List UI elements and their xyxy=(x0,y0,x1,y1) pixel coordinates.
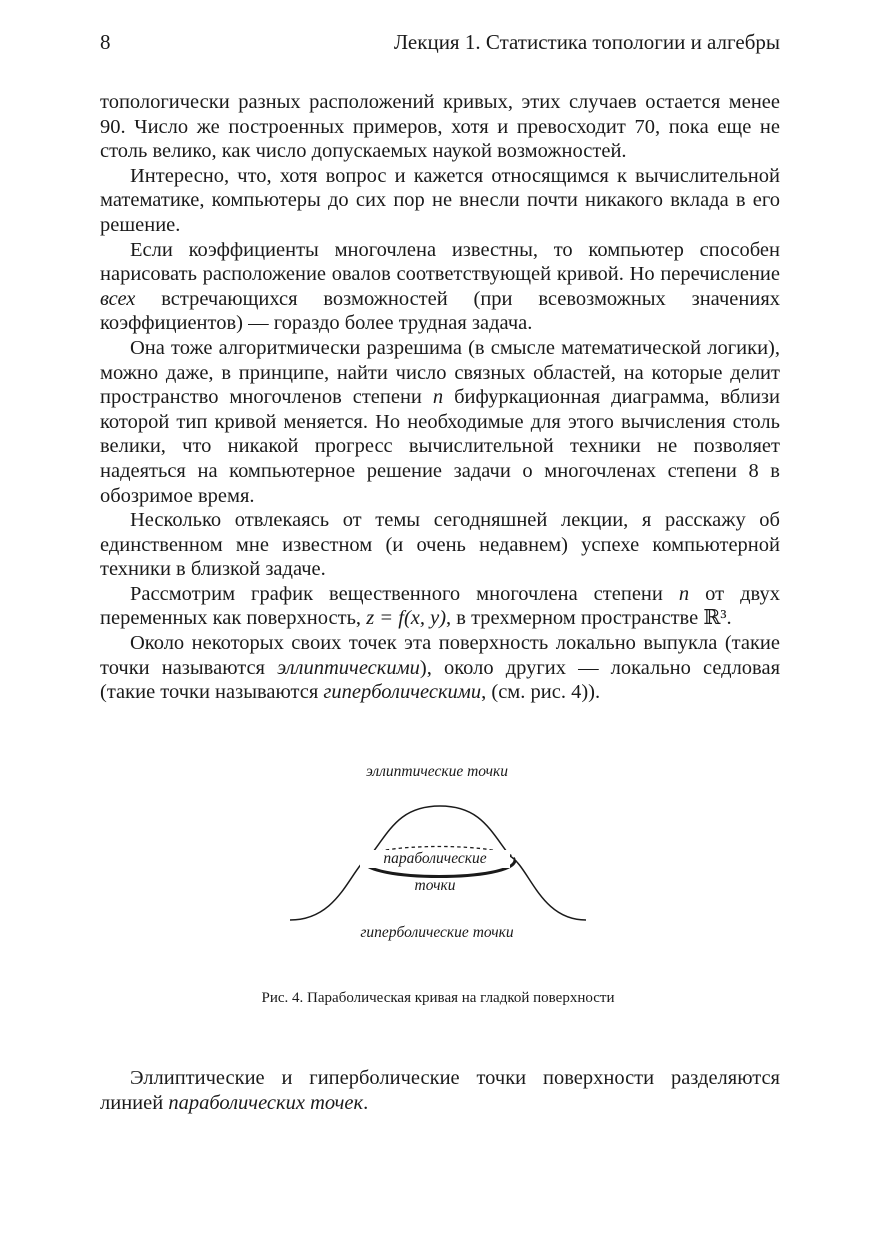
label-parabolic-top: параболические xyxy=(360,850,510,868)
p3-text-b: встречающихся возможностей (при всевозможных значениях коэффициентов) — гораздо более трудная задача. xyxy=(100,287,780,335)
p4-emphasis: n xyxy=(432,386,444,409)
bottom-text xyxy=(100,1066,780,1116)
p8-text-a: Эллиптические и гиперболические точки поверхности разделяются линией xyxy=(100,1067,780,1114)
p7-text-b: ), около других — локально седловая (такие точки называются xyxy=(100,656,780,704)
p6-text-c: , в трехмерном пространстве xyxy=(446,607,704,630)
paragraph-4 xyxy=(100,336,780,508)
p6-formula: z = f(x, y) xyxy=(366,607,447,630)
paragraph-5: Несколько отвлекаясь от темы сегодняшней лекции, я расскажу об единственном мне известном (и очень недавнем) успехе компьютерной техники в близкой задаче. xyxy=(100,509,780,581)
p8-emphasis: параболических точек xyxy=(168,1092,364,1114)
p7-emphasis-1: эллиптическими xyxy=(277,656,420,679)
figure-caption: Рис. 4. Параболическая кривая на гладкой поверхности xyxy=(261,990,615,1006)
paragraph-8 xyxy=(100,1066,780,1116)
paragraph-6 xyxy=(100,582,780,631)
paragraph-7 xyxy=(100,631,780,705)
page-header xyxy=(100,30,780,60)
p3-emphasis: всех xyxy=(100,287,136,310)
p7-emphasis-2: гиперболическими xyxy=(323,681,482,704)
p4-text-b: бифуркационная диаграмма, вблизи которой тип кривой меняется. Но необходимые для этого вычисления столь велики, что никакой прогресс вычислительной техники не позволяет надеяться на компьютерное решение задачи о многочленах степени 8 в обозримое время. xyxy=(100,386,780,507)
label-hyperbolic: гиперболические точки xyxy=(360,924,514,941)
label-parabolic-bottom: точки xyxy=(414,877,456,894)
figure-4 xyxy=(280,758,600,968)
label-elliptic: эллиптические точки xyxy=(365,763,509,780)
running-title: Лекция 1. Статистика топологии и алгебры xyxy=(393,30,780,54)
p6-emphasis: n xyxy=(678,582,690,605)
p6-text-a: Рассмотрим график вещественного многочлена степени xyxy=(130,582,679,605)
paragraph-3 xyxy=(100,238,780,336)
paragraph-2: Интересно, что, хотя вопрос и кажется относящимся к вычислительной математике, компьютеры до сих пор не внесли почти никакого вклада в его решение. xyxy=(100,164,780,236)
main-text xyxy=(100,90,780,705)
p7-text-c: , (см. рис. 4)). xyxy=(481,681,601,704)
p6-text-b: от двух переменных как поверхность, xyxy=(100,582,780,630)
p8-text-b: . xyxy=(363,1092,369,1114)
p6-space: ℝ³ xyxy=(703,607,727,630)
p7-text-a: Около некоторых своих точек эта поверхность локально выпукла (такие точки называются xyxy=(100,632,780,679)
page-number: 8 xyxy=(100,30,111,54)
paragraph-1: топологически разных расположений кривых, этих случаев остается менее 90. Число же построенных примеров, хотя и превосходит 70, пока еще не столь велико, как число допускаемых наукой возможностей. xyxy=(100,91,780,163)
p4-text-a: Она тоже алгоритмически разрешима (в смысле математической логики), можно даже, в принципе, найти число связных областей, на которые делит пространство многочленов степени xyxy=(100,336,780,409)
p3-text-a: Если коэффициенты многочлена известны, то компьютер способен нарисовать расположение овалов соответствующей кривой. Но перечисление xyxy=(100,238,780,286)
p6-text-d: . xyxy=(726,607,732,630)
